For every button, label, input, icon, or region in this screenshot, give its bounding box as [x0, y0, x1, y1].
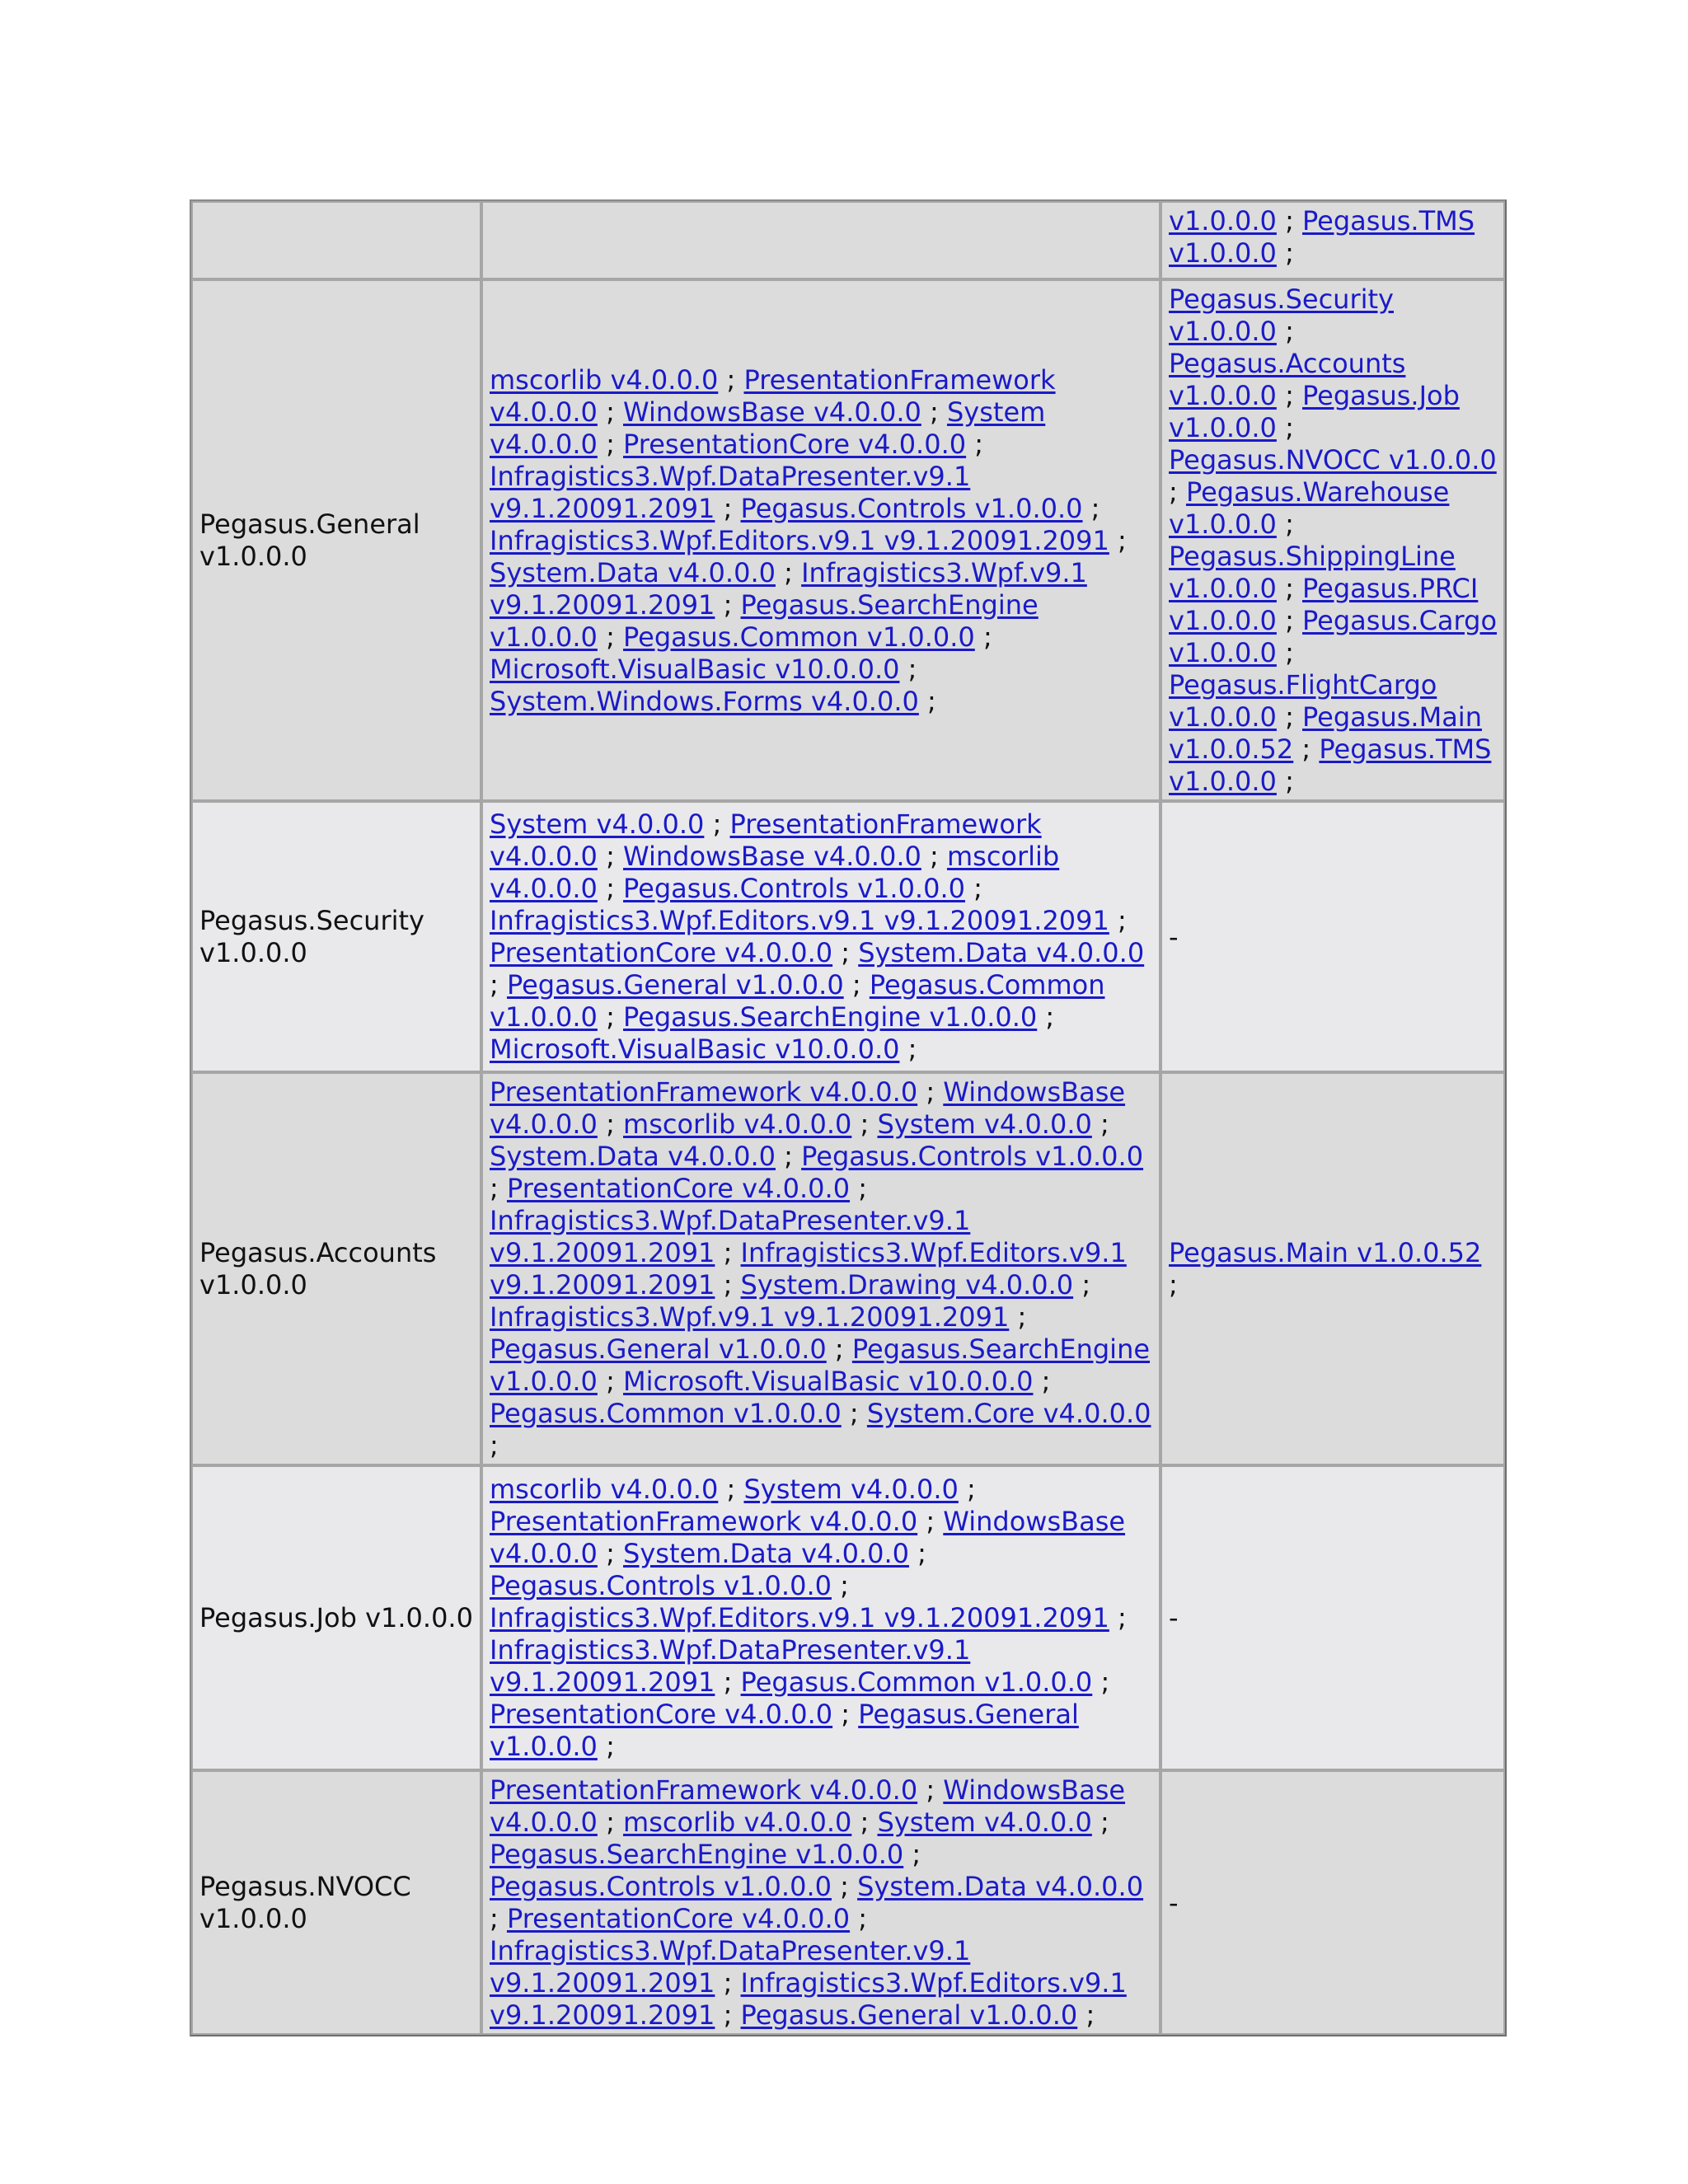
dependency-table-wrapper — [190, 199, 1503, 2036]
assembly-link[interactable]: Infragistics3.Wpf.Editors.v9.1 v9.1.20091.2091 — [490, 524, 1109, 556]
assembly-link[interactable]: System.Data v4.0.0.0 — [490, 556, 776, 588]
assembly-link[interactable]: Microsoft.VisualBasic v10.0.0.0 — [490, 653, 900, 685]
separator: ; — [1285, 605, 1294, 636]
assembly-link[interactable]: Pegasus.Controls v1.0.0.0 — [801, 1141, 1144, 1172]
separator: ; — [723, 1967, 733, 1999]
separator: ; — [1285, 766, 1294, 797]
assembly-name-cell — [191, 201, 481, 279]
separator: ; — [1285, 701, 1294, 733]
separator: ; — [926, 1076, 935, 1108]
separator: ; — [606, 1108, 615, 1140]
separator: ; — [912, 1839, 921, 1870]
references-cell — [481, 1072, 1160, 1465]
assembly-link[interactable]: Infragistics3.Wpf.DataPresenter.v9.1 v9.1.20091.2091 — [490, 1205, 971, 1268]
assembly-link[interactable]: Pegasus.SearchEngine v1.0.0.0 — [490, 588, 1039, 653]
table-row — [191, 1072, 1505, 1465]
assembly-link[interactable]: PresentationCore v4.0.0.0 — [623, 428, 967, 460]
assembly-link[interactable]: Pegasus.General v1.0.0.0 — [490, 1699, 1079, 1762]
assembly-link[interactable]: Pegasus.Main v1.0.0.52 — [1169, 701, 1482, 765]
separator: ; — [841, 937, 851, 968]
referenced-by-cell — [1160, 201, 1505, 279]
assembly-link[interactable]: Microsoft.VisualBasic v10.0.0.0 — [623, 1366, 1034, 1397]
separator: ; — [723, 1666, 733, 1698]
separator: ; — [926, 1774, 935, 1806]
assembly-link[interactable]: Infragistics3.Wpf.DataPresenter.v9.1 v9.1.20091.2091 — [490, 1935, 971, 1999]
separator: ; — [930, 396, 939, 428]
assembly-link[interactable]: Pegasus.SearchEngine v1.0.0.0 — [490, 1839, 904, 1870]
separator: ; — [1017, 1301, 1027, 1333]
separator: ; — [1285, 509, 1294, 540]
table-row — [191, 201, 1505, 279]
separator: ; — [1285, 237, 1294, 269]
separator: ; — [490, 1903, 499, 1934]
separator: ; — [973, 873, 982, 904]
referenced-by-cell — [1160, 1072, 1505, 1465]
separator: ; — [723, 492, 733, 524]
separator: ; — [723, 588, 733, 621]
separator: ; — [1285, 205, 1294, 237]
separator: ; — [606, 1538, 615, 1569]
separator: ; — [1100, 1666, 1110, 1698]
assembly-name-cell — [191, 1072, 481, 1465]
assembly-name: Pegasus.NVOCC v1.0.0.0 — [199, 1871, 411, 1934]
separator: ; — [723, 1999, 733, 2031]
separator: ; — [1285, 637, 1294, 668]
assembly-link[interactable]: PresentationFramework v4.0.0.0 — [490, 1774, 918, 1806]
assembly-link[interactable]: Pegasus.General v1.0.0.0 — [740, 1999, 1078, 2031]
separator: ; — [1169, 476, 1178, 508]
assembly-dependency-table — [190, 199, 1507, 2036]
assembly-link[interactable]: Infragistics3.Wpf.Editors.v9.1 v9.1.20091.2091 — [490, 1237, 1127, 1301]
assembly-link[interactable]: WindowsBase v4.0.0.0 — [623, 396, 921, 428]
assembly-link[interactable]: Pegasus.Main v1.0.0.52 — [1169, 1237, 1482, 1268]
assembly-link[interactable]: Pegasus.TMS v1.0.0.0 — [1169, 733, 1492, 797]
separator: ; — [606, 396, 615, 428]
separator: ; — [1100, 1807, 1109, 1838]
assembly-link[interactable]: Infragistics3.Wpf.DataPresenter.v9.1 v9.1.20091.2091 — [490, 460, 971, 524]
separator: ; — [1118, 524, 1127, 556]
table-row — [191, 1770, 1505, 2035]
assembly-link[interactable]: Pegasus.FlightCargo v1.0.0.0 — [1169, 669, 1437, 733]
separator: ; — [1100, 1108, 1109, 1140]
separator: ; — [907, 1033, 917, 1065]
separator: ; — [723, 1269, 733, 1301]
assembly-link[interactable]: PresentationCore v4.0.0.0 — [490, 1699, 833, 1730]
assembly-link[interactable]: mscorlib v4.0.0.0 — [490, 841, 1060, 904]
separator: ; — [917, 1538, 926, 1569]
separator: ; — [1081, 1269, 1091, 1301]
assembly-link[interactable]: Pegasus.Accounts v1.0.0.0 — [1169, 348, 1406, 411]
assembly-link[interactable]: PresentationFramework v4.0.0.0 — [490, 1506, 918, 1537]
assembly-link[interactable]: System v4.0.0.0 — [490, 808, 705, 840]
none-indicator: - — [1169, 921, 1179, 953]
assembly-link[interactable]: mscorlib v4.0.0.0 — [490, 1474, 719, 1505]
separator: ; — [930, 841, 939, 872]
references-cell — [481, 279, 1160, 801]
table-row — [191, 1465, 1505, 1770]
assembly-link[interactable]: Pegasus.Cargo v1.0.0.0 — [1169, 605, 1498, 668]
separator: ; — [606, 1001, 615, 1033]
separator: ; — [982, 621, 992, 653]
assembly-link[interactable]: WindowsBase v4.0.0.0 — [490, 1076, 1126, 1140]
assembly-link[interactable]: WindowsBase v4.0.0.0 — [490, 1506, 1126, 1569]
assembly-link[interactable]: Pegasus.ShippingLine v1.0.0.0 — [1169, 541, 1456, 604]
separator: ; — [1285, 412, 1294, 443]
assembly-link[interactable]: Pegasus.NVOCC v1.0.0.0 — [1169, 444, 1497, 476]
assembly-link[interactable]: Pegasus.Common v1.0.0.0 — [740, 1666, 1093, 1698]
table-row — [191, 801, 1505, 1072]
assembly-link[interactable]: System.Data v4.0.0.0 — [623, 1538, 909, 1569]
assembly-link[interactable]: v1.0.0.0 — [1169, 205, 1277, 237]
separator: ; — [1041, 1366, 1051, 1397]
separator: ; — [841, 1699, 851, 1730]
assembly-link[interactable]: Pegasus.Common v1.0.0.0 — [623, 621, 975, 653]
references-cell — [481, 801, 1160, 1072]
separator: ; — [907, 653, 917, 685]
assembly-link[interactable]: Infragistics3.Wpf.Editors.v9.1 v9.1.20091.2091 — [490, 1602, 1109, 1633]
separator: ; — [712, 808, 722, 840]
assembly-link[interactable]: Infragistics3.Wpf.Editors.v9.1 v9.1.20091.2091 — [490, 1967, 1127, 2031]
assembly-link[interactable]: Pegasus.Security v1.0.0.0 — [1169, 284, 1394, 347]
assembly-link[interactable]: Pegasus.Common v1.0.0.0 — [490, 1398, 842, 1429]
assembly-link[interactable]: System.Windows.Forms v4.0.0.0 — [490, 685, 919, 717]
assembly-link[interactable]: Pegasus.Controls v1.0.0.0 — [490, 1570, 832, 1601]
assembly-link[interactable]: System.Core v4.0.0.0 — [866, 1398, 1151, 1429]
assembly-link[interactable]: System v4.0.0.0 — [490, 396, 1046, 460]
assembly-link[interactable]: Pegasus.Controls v1.0.0.0 — [740, 492, 1083, 524]
assembly-link[interactable]: Infragistics3.Wpf.DataPresenter.v9.1 v9.1.20091.2091 — [490, 1634, 971, 1698]
assembly-name-cell — [191, 279, 481, 801]
assembly-link[interactable]: Pegasus.PRCI v1.0.0.0 — [1169, 573, 1479, 636]
assembly-link[interactable]: System.Drawing v4.0.0.0 — [740, 1269, 1074, 1301]
separator: ; — [851, 969, 861, 1001]
assembly-link[interactable]: System v4.0.0.0 — [877, 1807, 1092, 1838]
assembly-link[interactable]: Infragistics3.Wpf.v9.1 v9.1.20091.2091 — [490, 1301, 1010, 1333]
assembly-link[interactable]: Pegasus.Common v1.0.0.0 — [490, 969, 1105, 1033]
assembly-link[interactable]: PresentationFramework v4.0.0.0 — [490, 1076, 918, 1108]
assembly-name-cell — [191, 801, 481, 1072]
referenced-by-cell — [1160, 1770, 1505, 2035]
assembly-link[interactable]: mscorlib v4.0.0.0 — [490, 363, 719, 396]
separator: ; — [1169, 1269, 1178, 1301]
assembly-name: Pegasus.General v1.0.0.0 — [199, 509, 420, 572]
separator: ; — [858, 1173, 867, 1204]
assembly-name-cell — [191, 1770, 481, 2035]
assembly-link[interactable]: System.Data v4.0.0.0 — [858, 937, 1145, 968]
separator: ; — [490, 1430, 499, 1461]
assembly-name-cell — [191, 1465, 481, 1770]
assembly-link[interactable]: Pegasus.Warehouse v1.0.0.0 — [1169, 476, 1450, 540]
referenced-by-cell — [1160, 279, 1505, 801]
assembly-link[interactable]: Pegasus.Controls v1.0.0.0 — [623, 873, 965, 904]
separator: ; — [606, 1366, 615, 1397]
separator: ; — [927, 685, 936, 717]
separator: ; — [1045, 1001, 1055, 1033]
separator: ; — [723, 1237, 733, 1268]
separator: ; — [606, 428, 615, 460]
separator: ; — [860, 1108, 870, 1140]
assembly-link[interactable]: PresentationCore v4.0.0.0 — [506, 1903, 851, 1934]
assembly-link[interactable]: Pegasus.SearchEngine v1.0.0.0 — [490, 1333, 1151, 1397]
separator: ; — [840, 1570, 849, 1601]
assembly-link[interactable]: Microsoft.VisualBasic v10.0.0.0 — [490, 1033, 900, 1065]
separator: ; — [1118, 1602, 1127, 1633]
separator: ; — [606, 873, 615, 904]
assembly-link[interactable]: PresentationCore v4.0.0.0 — [490, 937, 833, 968]
separator: ; — [860, 1807, 870, 1838]
assembly-link[interactable]: Pegasus.General v1.0.0.0 — [490, 1333, 827, 1365]
separator: ; — [606, 621, 615, 653]
references-cell — [481, 1770, 1160, 2035]
none-indicator: - — [1169, 1886, 1179, 1919]
separator: ; — [490, 969, 499, 1001]
table-body — [191, 201, 1505, 2035]
separator: ; — [1301, 733, 1311, 765]
assembly-name: Pegasus.Accounts v1.0.0.0 — [199, 1237, 437, 1301]
assembly-link[interactable]: System.Data v4.0.0.0 — [490, 1141, 776, 1172]
assembly-link[interactable]: Infragistics3.Wpf.Editors.v9.1 v9.1.20091.2091 — [490, 905, 1109, 936]
assembly-link[interactable]: System.Data v4.0.0.0 — [857, 1871, 1144, 1902]
separator: ; — [1285, 573, 1294, 604]
separator: ; — [1285, 380, 1294, 411]
assembly-link[interactable]: Pegasus.TMS v1.0.0.0 — [1169, 205, 1475, 269]
separator: ; — [606, 1807, 615, 1838]
assembly-name: Pegasus.Job v1.0.0.0 — [199, 1602, 473, 1633]
separator: ; — [834, 1333, 844, 1365]
separator: ; — [1118, 905, 1127, 936]
assembly-link[interactable]: mscorlib v4.0.0.0 — [623, 1807, 852, 1838]
separator: ; — [967, 1474, 976, 1505]
separator: ; — [858, 1903, 867, 1934]
assembly-link[interactable]: System v4.0.0.0 — [743, 1474, 959, 1505]
separator: ; — [1285, 316, 1294, 347]
table-row — [191, 279, 1505, 801]
references-cell — [481, 201, 1160, 279]
separator: ; — [1090, 492, 1100, 524]
assembly-link[interactable]: WindowsBase v4.0.0.0 — [623, 841, 921, 872]
assembly-link[interactable]: WindowsBase v4.0.0.0 — [490, 1774, 1126, 1838]
assembly-link[interactable]: Pegasus.SearchEngine v1.0.0.0 — [623, 1001, 1038, 1033]
separator: ; — [784, 1141, 793, 1172]
separator: ; — [784, 556, 793, 588]
assembly-link[interactable]: System v4.0.0.0 — [877, 1108, 1092, 1140]
separator: ; — [726, 1474, 736, 1505]
separator: ; — [974, 428, 984, 460]
assembly-name: Pegasus.Security v1.0.0.0 — [199, 905, 424, 968]
separator: ; — [849, 1398, 859, 1429]
separator: ; — [1085, 1999, 1095, 2031]
assembly-link[interactable]: Infragistics3.Wpf.v9.1 v9.1.20091.2091 — [490, 556, 1087, 621]
assembly-link[interactable]: PresentationCore v4.0.0.0 — [506, 1173, 851, 1204]
assembly-link[interactable]: PresentationFramework v4.0.0.0 — [490, 808, 1042, 872]
separator: ; — [490, 1173, 499, 1204]
none-indicator: - — [1169, 1602, 1179, 1633]
assembly-link[interactable]: Pegasus.General v1.0.0.0 — [506, 969, 844, 1001]
assembly-link[interactable]: PresentationFramework v4.0.0.0 — [490, 363, 1056, 428]
separator: ; — [926, 1506, 935, 1537]
separator: ; — [840, 1871, 849, 1902]
assembly-link[interactable]: mscorlib v4.0.0.0 — [623, 1108, 852, 1140]
separator: ; — [726, 363, 736, 396]
separator: ; — [606, 841, 615, 872]
assembly-link[interactable]: Pegasus.Controls v1.0.0.0 — [490, 1871, 832, 1902]
separator: ; — [606, 1731, 615, 1762]
assembly-link[interactable]: Pegasus.Job v1.0.0.0 — [1169, 380, 1460, 443]
referenced-by-cell — [1160, 801, 1505, 1072]
referenced-by-cell — [1160, 1465, 1505, 1770]
references-cell — [481, 1465, 1160, 1770]
